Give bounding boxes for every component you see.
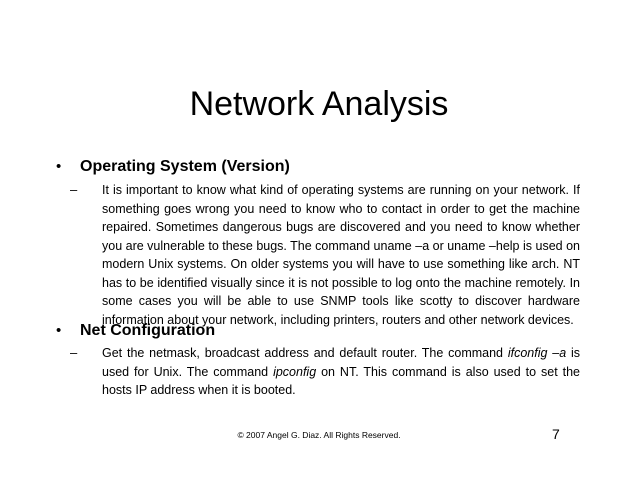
sub-item-text: It is important to know what kind of operating systems are running on your network. If something goes wrong you need to know who to contact in order to get the machine repaired. Sometimes dangerous bugs are discovered and you need to know whether you are vulnerable to these bugs. The command uname –a or uname –help is used on modern Unix systems. On older systems you will have to use something like arch. NT has to be identified visually since it is not possible to log onto the machine remotely. In some cases you will be able to use SNMP tools like scotty to discover hardware information about your network, including printers, routers and other network devices. [102, 183, 580, 327]
bullet-heading: Net Configuration [80, 322, 216, 339]
bullet-dot: • [56, 322, 62, 339]
text-segment: is used for Unix. The command [102, 346, 581, 379]
dash-marker: – [70, 182, 78, 197]
footer-copyright: © 2007 Angel G. Diaz. All Rights Reserved. [237, 430, 401, 440]
bullet-dot: • [56, 158, 62, 175]
page-number: 7 [552, 426, 560, 442]
bullet-heading: Operating System (Version) [80, 158, 290, 175]
command-ipconfig: ipconfig [273, 364, 317, 379]
dash-marker: – [70, 345, 78, 360]
text-segment: Get the netmask, broadcast address and default router. The command [102, 346, 508, 360]
slide-title: Network Analysis [189, 85, 449, 123]
text-segment: on NT. This command is also used to set the hosts IP address when it is booted. [102, 364, 580, 397]
sub-item-text [102, 344, 580, 400]
command-ifconfig: ifconfig –a [507, 346, 567, 360]
